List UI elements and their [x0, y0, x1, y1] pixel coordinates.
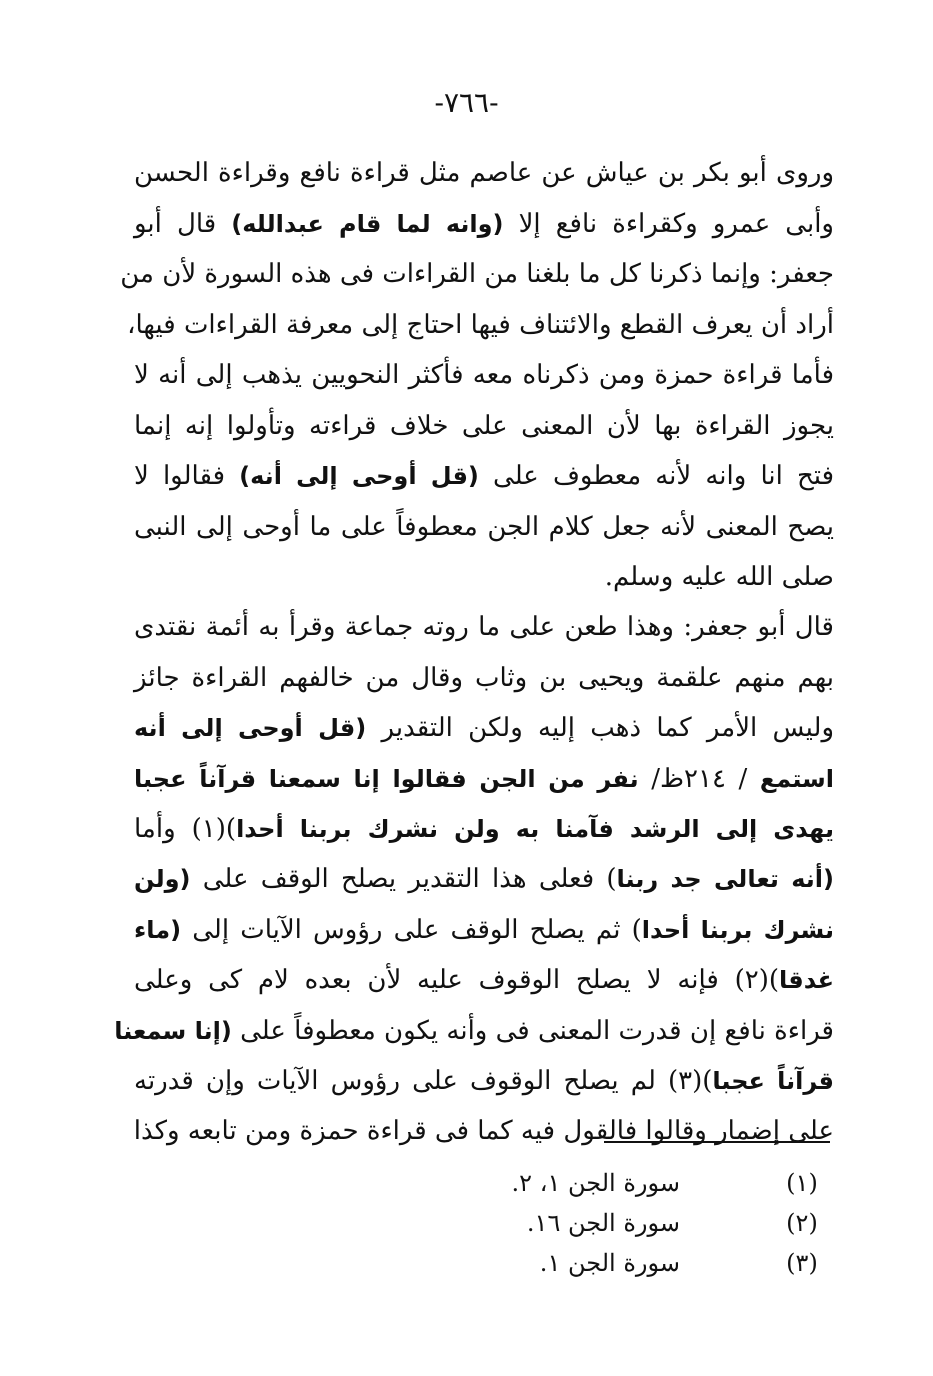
text-segment: جعفر: وإنما ذكرنا كل ما بلغنا من القراءات فى هذه السورة لأن من [120, 259, 834, 289]
text-segment: )(٢) فإنه لا يصلح الوقوف عليه لأن بعده لام كى وعلى [134, 965, 780, 995]
text-segment: صلى الله عليه وسلم. [604, 562, 834, 592]
text-segment: يصح المعنى لأنه جعل كلام الجن معطوفاً على ما أوحى إلى النبى [134, 512, 834, 542]
text-line [134, 853, 834, 905]
footnote-number: (١) [786, 1169, 818, 1197]
text-segment: قال أبو جعفر: وهذا طعن على ما روته جماعة وقرأ به أئمة نقتدى [134, 612, 834, 642]
quran-quote: نفر من الجن فقالوا إنا سمعنا قرآناً عجبا [134, 765, 639, 793]
text-line [134, 1105, 834, 1157]
quran-quote: (قل أوحى إلى أنه [134, 714, 367, 742]
quran-quote: نشرك بربنا أحدا [641, 916, 834, 944]
text-segment: فأما قراءة حمزة ومن ذكرناه معه فأكثر النحويين يذهب إلى أنه لا [134, 360, 834, 390]
quran-quote: (وانه لما قام عبدالله) [231, 210, 504, 238]
footnote-separator [604, 1141, 830, 1143]
text-segment: يجوز القراءة بها لأن المعنى على خلاف قراءته وتأولوا إنه إنما [134, 411, 834, 441]
text-segment: ) فعلى هذا التقدير يصلح الوقف على [190, 864, 617, 894]
quran-quote: (ماء [134, 916, 182, 944]
footnote-number: (٣) [786, 1249, 818, 1277]
quran-quote: غدقا [779, 966, 834, 994]
quran-quote: (أنه تعالى جد ربنا [616, 865, 834, 893]
quran-quote: استمع [759, 765, 834, 793]
text-segment: وأبى عمرو وكقراءة نافع إلا [503, 209, 834, 239]
text-line [134, 601, 834, 653]
text-segment: قراءة نافع إن قدرت المعنى فى وأنه يكون معطوفاً على [231, 1016, 834, 1046]
text-line [134, 904, 834, 956]
quran-quote: قرآناً عجبا [712, 1067, 834, 1095]
text-line [134, 147, 834, 199]
text-segment: ) ثم يصلح الوقف على رؤوس الآيات إلى [181, 915, 642, 945]
text-line [134, 198, 834, 250]
text-line [134, 803, 834, 855]
text-line [134, 1055, 834, 1107]
footnote-text: سورة الجن ١، ٢. [511, 1169, 680, 1197]
text-line [134, 702, 834, 754]
footnote-text: سورة الجن ١٦. [526, 1209, 680, 1237]
page-number: -٧٦٦- [434, 86, 499, 119]
text-segment: بهم منهم علقمة ويحيى بن وثاب وقال من خالفهم القراءة جائز [134, 663, 834, 693]
text-segment: قال أبو [134, 209, 232, 239]
text-line [134, 400, 834, 452]
text-line [114, 1005, 834, 1057]
text-line [127, 299, 834, 351]
text-segment: وليس الأمر كما ذهب إليه ولكن التقدير [366, 713, 834, 743]
text-line [134, 501, 834, 553]
text-line [134, 551, 834, 603]
text-segment: / ٢١٤ظ/ [638, 764, 760, 794]
footnote-number: (٢) [786, 1209, 818, 1237]
quran-quote: (إنا سمعنا [114, 1017, 232, 1045]
quran-quote: يهدى إلى الرشد فآمنا به ولن نشرك بربنا أحدا [236, 815, 834, 843]
text-segment: )(١) وأما [134, 814, 237, 844]
text-line [120, 248, 834, 300]
text-line [134, 652, 834, 704]
text-segment: وروى أبو بكر بن عياش عن عاصم مثل قراءة نافع وقراءة الحسن [134, 158, 834, 188]
footnote-text: سورة الجن ١. [539, 1249, 680, 1277]
quran-quote: (ولن [134, 865, 191, 893]
quran-quote: (قل أوحى إلى أنه) [239, 462, 479, 490]
text-line [134, 954, 834, 1006]
text-segment: )(٣) لم يصلح الوقوف على رؤوس الآيات وإن قدرته [134, 1066, 713, 1096]
text-segment: أراد أن يعرف القطع والائتناف فيها احتاج إلى معرفة القراءات فيها، [127, 310, 834, 340]
text-line [134, 349, 834, 401]
text-segment: فقالوا لا [134, 461, 240, 491]
text-segment: فتح انا وانه لأنه معطوف على [478, 461, 834, 491]
text-segment: على إضمار وقالوا فالقول فيه كما فى قراءة حمزة ومن تابعه وكذا [133, 1116, 834, 1146]
text-line [134, 450, 834, 502]
text-line [134, 753, 834, 805]
